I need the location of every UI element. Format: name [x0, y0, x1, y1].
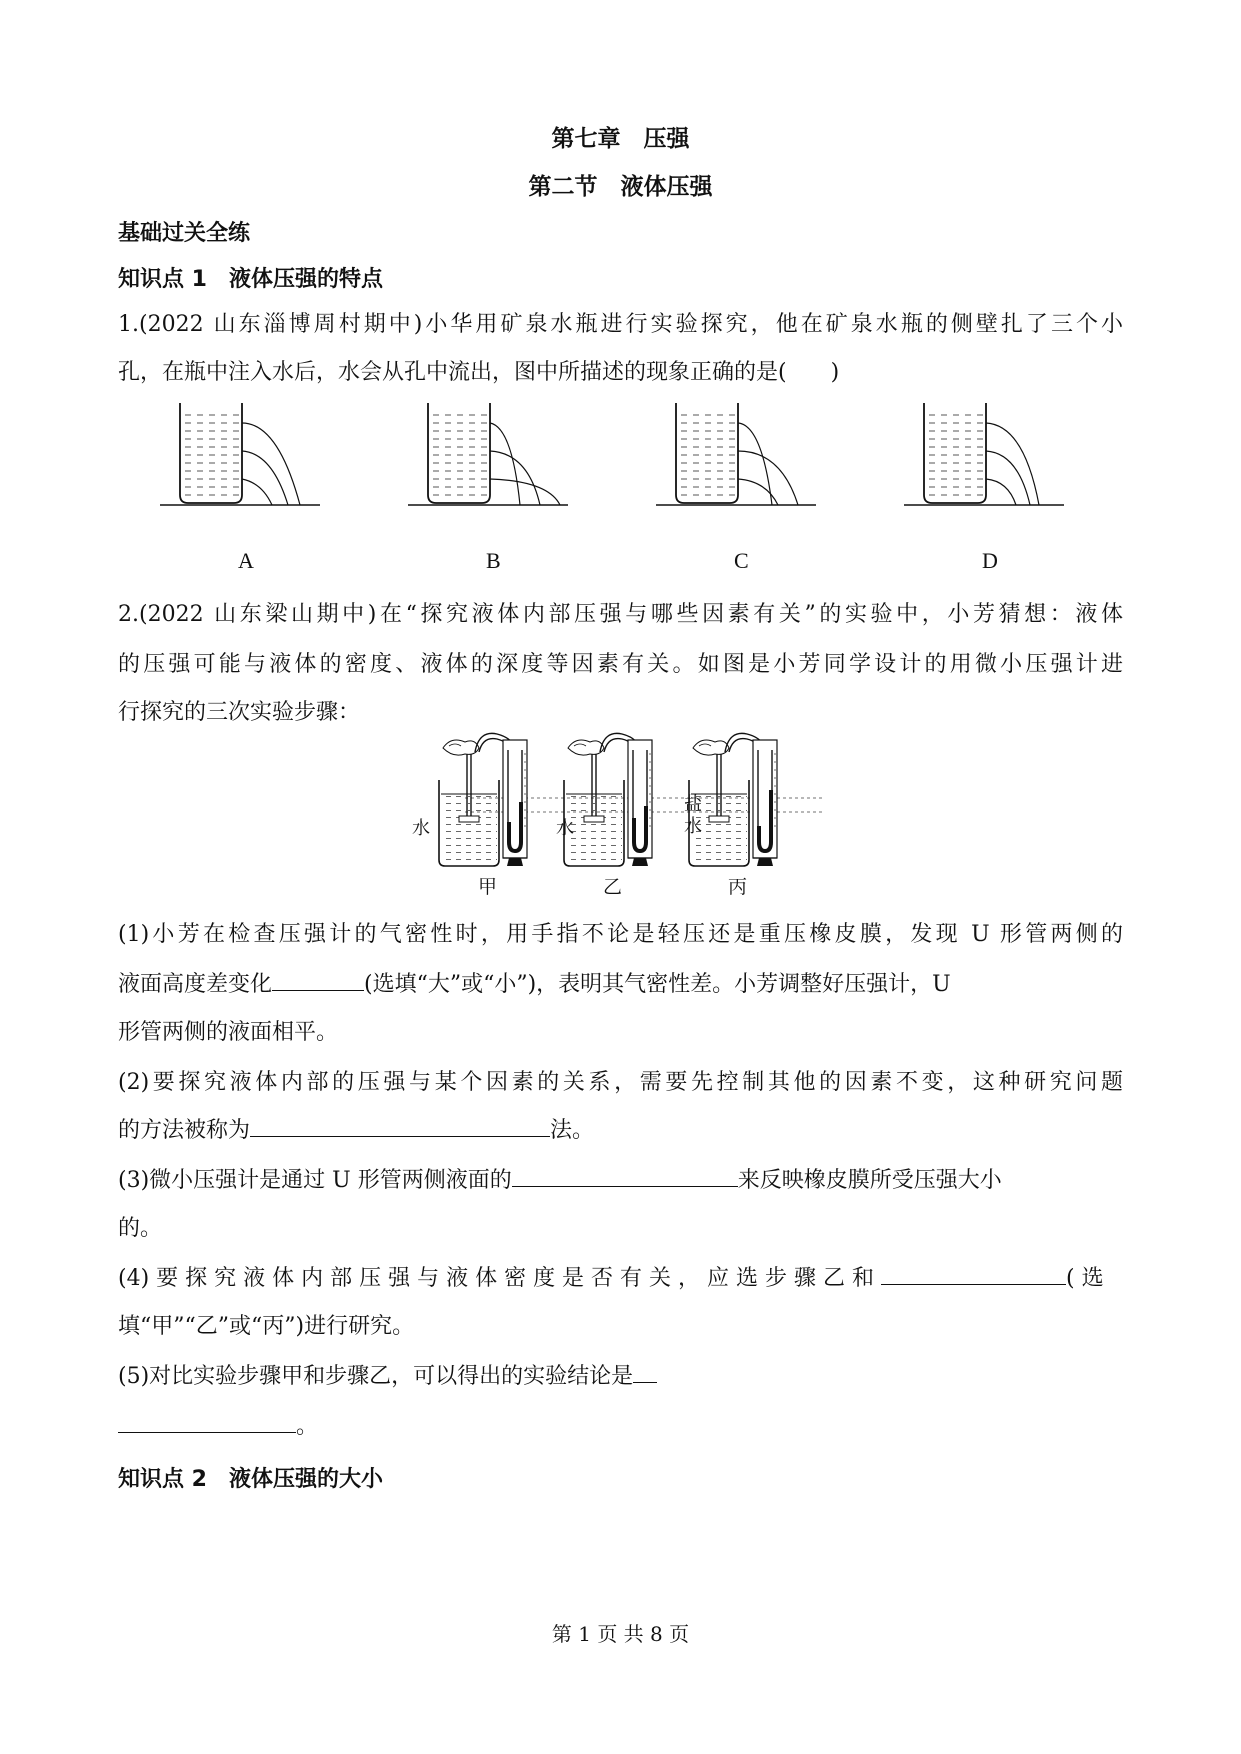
q2-p4-text-a: (4) 要 探 究 液 体 内 部 压 强 与 液 体 密 度 是 否 有 关 ， 应 选 步 骤 乙 和	[118, 1266, 874, 1291]
section-title: 第二节 液体压强	[528, 174, 713, 200]
answer-blank-5a[interactable]	[633, 1356, 657, 1383]
q2-p1-line-1: (1)小芳在检查压强计的气密性时，用手指不论是轻压还是重压橡皮膜，发现 U 形管两侧的	[118, 922, 1123, 947]
q2-p3-text-b: 来反映橡皮膜所受压强大小	[737, 1168, 1002, 1193]
q2-p2-line-2	[118, 1106, 1123, 1156]
q2-p3-line-2: 的。	[118, 1216, 163, 1241]
answer-blank-3[interactable]	[512, 1160, 738, 1187]
page-footer: 第 1 页 共 8 页	[551, 1622, 690, 1646]
q2-p2-text-b: 法。	[550, 1118, 595, 1143]
q2-p1-line-3: 形管两侧的液面相平。	[118, 1020, 339, 1045]
label-step-yi: 乙	[603, 876, 623, 898]
label-step-jia: 甲	[478, 876, 498, 898]
label-water-1: 水	[412, 818, 430, 839]
option-d-figure	[904, 403, 1064, 505]
setup-step2	[564, 733, 652, 866]
option-b-figure	[408, 403, 568, 505]
q2-p2-text-a: 的方法被称为	[118, 1118, 251, 1143]
setup-step3	[689, 733, 777, 866]
option-a-figure	[160, 403, 320, 505]
q2-p5-text-a: (5)对比实验步骤甲和步骤乙，可以得出的实验结论是	[118, 1364, 634, 1389]
q2-p1-line-2	[118, 960, 1123, 1010]
answer-blank-4[interactable]	[881, 1258, 1066, 1285]
q2-p4-line-1	[118, 1254, 1123, 1304]
option-c-label: C	[734, 548, 749, 573]
q2-p1-text-b: (选填“大”或“小”)，表明其气密性差。小芳调整好压强计，U	[364, 972, 951, 997]
label-salt: 盐	[684, 794, 702, 815]
label-water-2: 水	[556, 818, 574, 839]
q2-p1-text-a: 液面高度差变化	[118, 972, 273, 997]
q1-line-2: 孔，在瓶中注入水后，水会从孔中流出，图中所描述的现象正确的是( )	[118, 360, 840, 385]
q2-line-1: 2.(2022 山东梁山期中)在“探究液体内部压强与哪些因素有关”的实验中，小芳猜想：液体	[118, 602, 1123, 627]
q2-p4-line-2: 填“甲”“乙”或“丙”)进行研究。	[118, 1314, 415, 1339]
option-a-label: A	[238, 548, 254, 573]
label-salt-water: 水	[684, 816, 702, 837]
q1-line-1: 1.(2022 山东淄博周村期中)小华用矿泉水瓶进行实验探究，他在矿泉水瓶的侧壁扎了三个小	[118, 312, 1123, 337]
chapter-title: 第七章 压强	[551, 126, 690, 152]
q1-figure	[150, 395, 1090, 515]
knowledge-point-2: 知识点 2 液体压强的大小	[118, 1467, 383, 1492]
answer-blank-2[interactable]	[250, 1110, 550, 1137]
q2-line-2: 的压强可能与液体的密度、液体的深度等因素有关。如图是小芳同学设计的用微小压强计进	[118, 652, 1123, 677]
q2-p5-text-b: 。	[296, 1414, 319, 1439]
q2-p5-line-1	[118, 1352, 1123, 1402]
answer-blank-5b[interactable]	[118, 1406, 296, 1433]
knowledge-point-1: 知识点 1 液体压强的特点	[118, 267, 383, 292]
q2-p5-line-2	[118, 1402, 1123, 1452]
q2-p4-text-b: ( 选	[1066, 1266, 1104, 1291]
setup-step1	[439, 733, 527, 866]
q2-p2-line-1: (2)要探究液体内部的压强与某个因素的关系，需要先控制其他的因素不变，这种研究问题	[118, 1070, 1123, 1095]
q2-line-3: 行探究的三次实验步骤：	[118, 700, 361, 725]
option-b-label: B	[486, 548, 501, 573]
option-c-figure	[656, 403, 816, 505]
practice-title: 基础过关全练	[118, 221, 251, 246]
label-step-bing: 丙	[728, 876, 748, 898]
q2-p3-line-1	[118, 1156, 1123, 1206]
answer-blank-1[interactable]	[272, 964, 364, 991]
q2-p3-text-a: (3)微小压强计是通过 U 形管两侧液面的	[118, 1168, 512, 1193]
option-d-label: D	[982, 548, 998, 573]
